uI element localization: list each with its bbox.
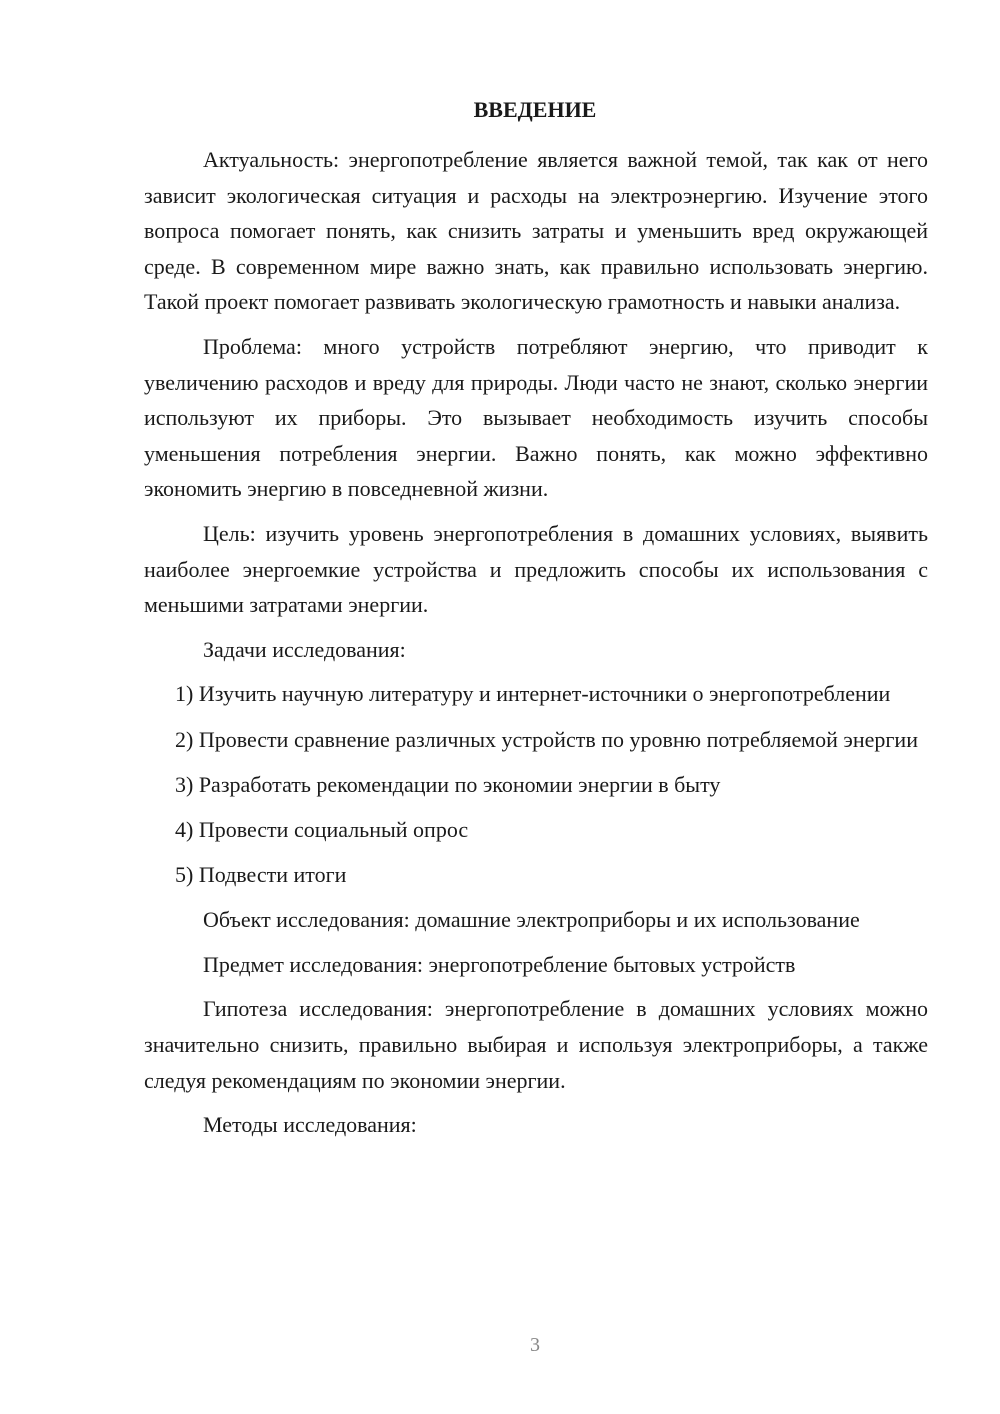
hypothesis-paragraph: Гипотеза исследования: энергопотребление в домашних условиях можно значительно снизить, правильно выбирая и используя электроприборы, а также следуя рекомендациям по экономии энергии. — [144, 996, 928, 1093]
tasks-heading: Задачи исследования: — [203, 636, 406, 662]
task-item-3: 3) Разработать рекомендации по экономии энергии в быту — [175, 771, 721, 797]
methods-heading: Методы исследования: — [203, 1112, 417, 1138]
relevance-paragraph: Актуальность: энергопотребление является важной темой, так как от него зависит экологическая ситуация и расходы на электроэнергию. Изучение этого вопроса помогает понять, как снизить затраты и уменьшить вред окружающей среде. В современном мире важно знать, как правильно использовать энергию. Такой проект помогает развивать экологическую грамотность и навыки анализа. — [144, 147, 928, 315]
goal-paragraph: Цель: изучить уровень энергопотребления в домашних условиях, выявить наиболее энергоемкие устройства и предложить способы их использования с меньшими затратами энергии. — [144, 520, 928, 618]
page-title: ВВЕДЕНИЕ — [473, 97, 597, 122]
object-paragraph: Объект исследования: домашние электроприборы и их использование — [203, 907, 860, 933]
task-item-1: 1) Изучить научную литературу и интернет-источники о энергопотреблении — [175, 681, 891, 707]
document-body — [144, 142, 928, 1152]
task-item-2: 2) Провести сравнение различных устройств по уровню потребляемой энергии — [175, 726, 918, 752]
subject-paragraph: Предмет исследования: энергопотребление бытовых устройств — [203, 951, 796, 977]
page-number: 3 — [530, 1334, 540, 1356]
task-item-4: 4) Провести социальный опрос — [175, 816, 469, 842]
task-item-5: 5) Подвести итоги — [175, 862, 347, 888]
problem-paragraph: Проблема: много устройств потребляют энергию, что приводит к увеличению расходов и вреду для природы. Люди часто не знают, сколько энергии используют их приборы. Это вызывает необходимость изучить способы уменьшения потребления энергии. Важно понять, как можно эффективно экономить энергию в повседневной жизни. — [144, 333, 928, 502]
